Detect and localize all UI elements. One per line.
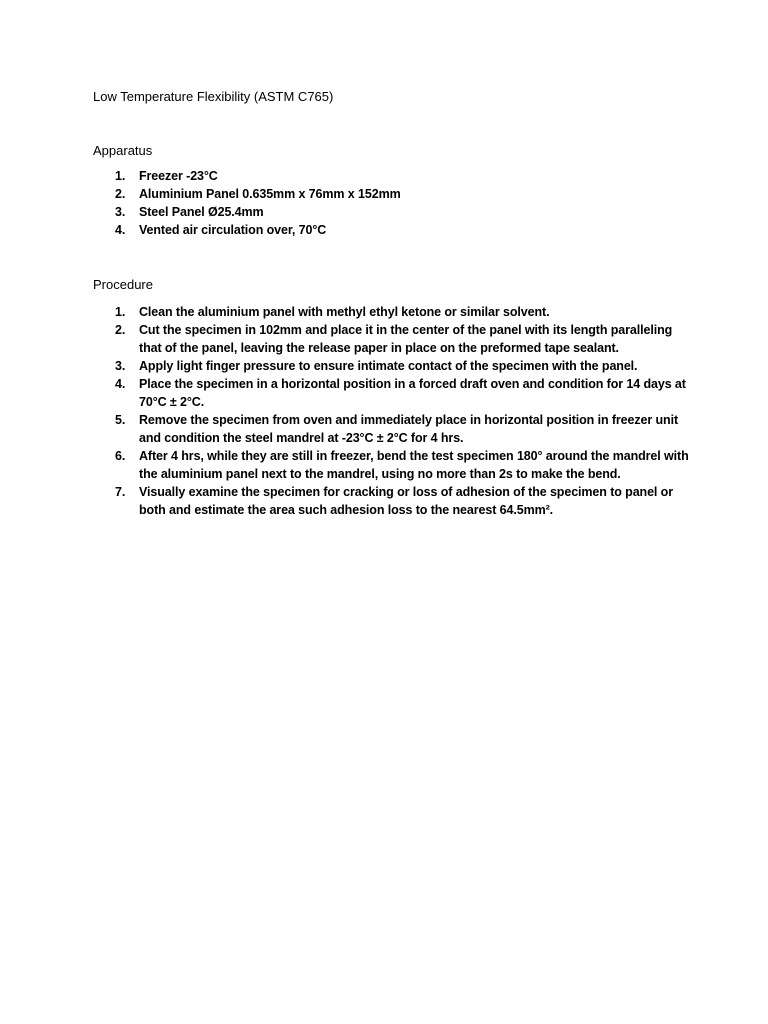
list-item-text: After 4 hrs, while they are still in freezer, bend the test specimen 180° around the mandrel with the aluminium panel next to the mandrel, using no more than 2s to make the bend. <box>139 449 689 481</box>
list-item-number: 2. <box>115 323 126 337</box>
list-item-number: 5. <box>115 413 126 427</box>
list-item-number: 4. <box>115 377 126 391</box>
list-item-text: Freezer -23°C <box>139 169 218 183</box>
procedure-heading: Procedure <box>93 277 153 292</box>
list-item <box>93 357 693 375</box>
list-item-text: Place the specimen in a horizontal position in a forced draft oven and condition for 14 days at 70°C ± 2°C. <box>139 377 686 409</box>
list-item <box>93 303 693 321</box>
apparatus-list <box>93 167 693 239</box>
list-item <box>93 483 693 519</box>
list-item <box>93 411 693 447</box>
list-item-text: Remove the specimen from oven and immediately place in horizontal position in freezer unit and condition the steel mandrel at -23°C ± 2°C for 4 hrs. <box>139 413 679 445</box>
list-item-number: 1. <box>115 305 126 319</box>
list-item-text: Visually examine the specimen for cracking or loss of adhesion of the specimen to panel or both and estimate the area such adhesion loss to the nearest 64.5mm². <box>139 485 673 517</box>
procedure-list <box>93 303 693 519</box>
list-item <box>93 447 693 483</box>
list-item-number: 3. <box>115 205 126 219</box>
list-item-number: 4. <box>115 223 126 237</box>
list-item <box>93 203 693 221</box>
list-item-number: 1. <box>115 169 126 183</box>
apparatus-heading: Apparatus <box>93 143 153 158</box>
list-item-text: Steel Panel Ø25.4mm <box>139 205 264 219</box>
list-item <box>93 185 693 203</box>
document-title: Low Temperature Flexibility (ASTM C765) <box>93 89 334 104</box>
list-item <box>93 321 693 357</box>
list-item <box>93 221 693 239</box>
list-item <box>93 375 693 411</box>
list-item-text: Apply light finger pressure to ensure intimate contact of the specimen with the panel. <box>139 359 638 373</box>
list-item-text: Clean the aluminium panel with methyl ethyl ketone or similar solvent. <box>139 305 550 319</box>
list-item-text: Cut the specimen in 102mm and place it in the center of the panel with its length paralleling that of the panel, leaving the release paper in place on the preformed tape sealant. <box>139 323 673 355</box>
list-item-number: 3. <box>115 359 126 373</box>
list-item-number: 7. <box>115 485 126 499</box>
list-item-number: 2. <box>115 187 126 201</box>
list-item-text: Aluminium Panel 0.635mm x 76mm x 152mm <box>139 187 401 201</box>
list-item-number: 6. <box>115 449 126 463</box>
list-item-text: Vented air circulation over, 70°C <box>139 223 327 237</box>
list-item <box>93 167 693 185</box>
